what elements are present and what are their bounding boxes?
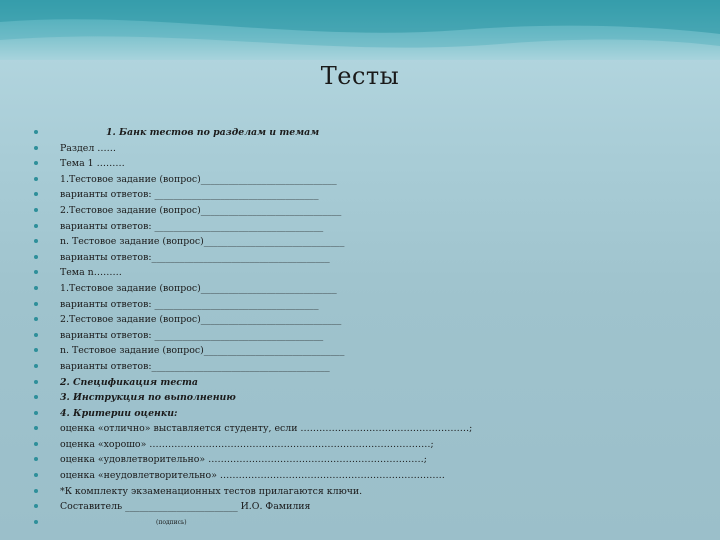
bullet-icon <box>34 255 38 259</box>
bullet-icon <box>34 457 38 461</box>
line-text: Тема 1 ……… <box>60 158 125 170</box>
bullet-icon <box>34 161 38 165</box>
line-text: оценка «отлично» выставляется студенту, если ………………………………………………; <box>60 423 473 435</box>
slide-title: Тесты <box>320 62 400 90</box>
line-text: Тема n……… <box>60 267 122 279</box>
content-line <box>34 172 674 188</box>
line-text: 2. Спецификация теста <box>60 376 198 388</box>
content-line <box>34 156 674 172</box>
content-line <box>34 406 674 422</box>
content-list <box>34 125 674 530</box>
line-text: варианты ответов: ____________________________________ <box>60 329 324 341</box>
line-text: варианты ответов: ___________________________________ <box>60 189 319 201</box>
line-text: варианты ответов: ___________________________________ <box>60 298 319 310</box>
content-line <box>34 297 674 313</box>
content-line <box>34 437 674 453</box>
bullet-icon <box>34 504 38 508</box>
content-line <box>34 375 674 391</box>
bullet-icon <box>34 239 38 243</box>
bullet-icon <box>34 411 38 415</box>
bullet-icon <box>34 208 38 212</box>
content-line <box>34 359 674 375</box>
bullet-icon <box>34 302 38 306</box>
content-line <box>34 234 674 250</box>
bullet-icon <box>34 270 38 274</box>
bullet-icon <box>34 364 38 368</box>
content-line <box>34 125 674 141</box>
bullet-icon <box>34 333 38 337</box>
content-line <box>34 452 674 468</box>
line-text: 1.Тестовое задание (вопрос)_____________________________ <box>60 173 337 185</box>
content-line <box>34 468 674 484</box>
line-text: оценка «хорошо» ………………………………………………………………………………; <box>60 438 434 450</box>
line-text: варианты ответов:______________________________________ <box>60 251 330 263</box>
content-line <box>34 141 674 157</box>
content-line <box>34 515 674 531</box>
content-line <box>34 265 674 281</box>
bullet-icon <box>34 489 38 493</box>
bullet-icon <box>34 520 38 524</box>
line-text: оценка «удовлетворительно» ……………………………………………………………; <box>60 454 427 466</box>
content-line <box>34 328 674 344</box>
content-line <box>34 484 674 500</box>
bullet-icon <box>34 286 38 290</box>
content-line <box>34 203 674 219</box>
bullet-icon <box>34 192 38 196</box>
line-text: 2.Тестовое задание (вопрос)______________________________ <box>60 204 342 216</box>
line-text: (подпись) <box>156 518 187 526</box>
bullet-icon <box>34 473 38 477</box>
bullet-icon <box>34 317 38 321</box>
bullet-icon <box>34 442 38 446</box>
bullet-icon <box>34 224 38 228</box>
line-text: n. Тестовое задание (вопрос)______________________________ <box>60 236 345 248</box>
bullet-icon <box>34 380 38 384</box>
line-text: Составитель ________________________ И.О. Фамилия <box>60 501 311 513</box>
content-line <box>34 390 674 406</box>
line-text: варианты ответов:______________________________________ <box>60 360 330 372</box>
line-text: 1. Банк тестов по разделам и темам <box>106 127 320 138</box>
line-text: 2.Тестовое задание (вопрос)______________________________ <box>60 314 342 326</box>
line-text: варианты ответов: ____________________________________ <box>60 220 324 232</box>
bullet-icon <box>34 426 38 430</box>
bullet-icon <box>34 177 38 181</box>
content-line <box>34 499 674 515</box>
content-line <box>34 312 674 328</box>
line-text: Раздел …… <box>60 142 117 154</box>
decorative-wave <box>0 0 720 70</box>
bullet-icon <box>34 130 38 134</box>
content-line <box>34 219 674 235</box>
line-text: оценка «неудовлетворительно» ……………………………………………………………… <box>60 470 445 482</box>
bullet-icon <box>34 146 38 150</box>
line-text: 1.Тестовое задание (вопрос)_____________________________ <box>60 282 337 294</box>
content-line <box>34 343 674 359</box>
content-line <box>34 421 674 437</box>
content-line <box>34 281 674 297</box>
bullet-icon <box>34 395 38 399</box>
line-text: 4. Критерии оценки: <box>60 407 178 419</box>
line-text: 3. Инструкция по выполнению <box>60 392 236 404</box>
line-text: n. Тестовое задание (вопрос)______________________________ <box>60 345 345 357</box>
line-text: *К комплекту экзаменационных тестов прилагаются ключи. <box>60 485 363 497</box>
content-line <box>34 187 674 203</box>
content-line <box>34 250 674 266</box>
bullet-icon <box>34 348 38 352</box>
